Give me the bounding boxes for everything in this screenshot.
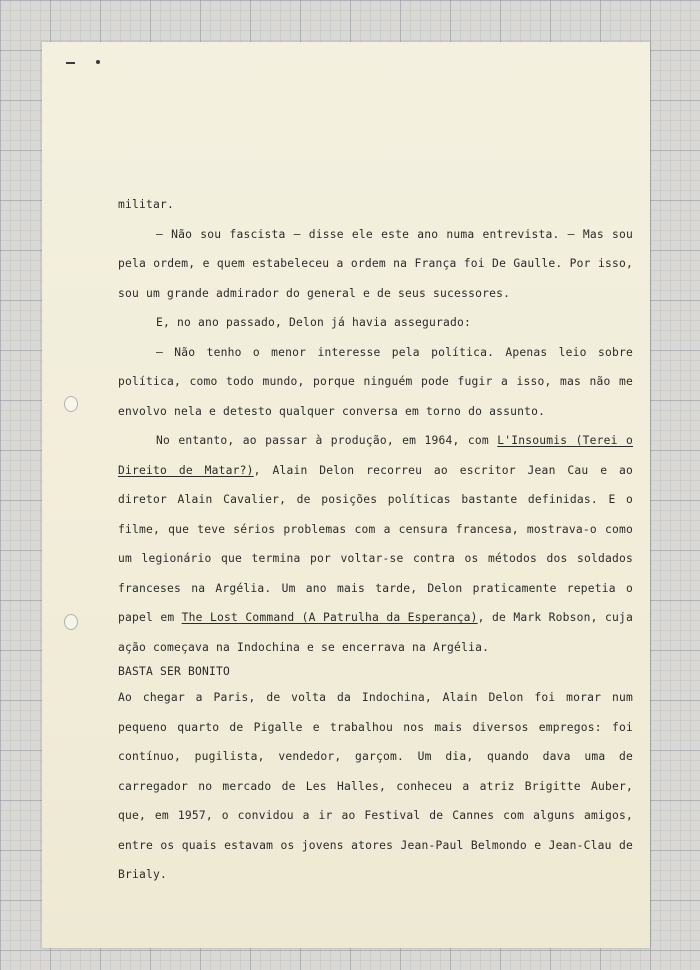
film-title-insoumis: L'Insoumis (Terei o Direito de Matar?) xyxy=(118,434,634,477)
text-run: militar. xyxy=(118,198,175,211)
corner-marks xyxy=(66,59,106,67)
text-run: Ao chegar a Paris, de volta da Indochina, Alain Delon foi morar num pequeno quarto de Pigalle e trabalhou nos mais diversos empregos: foi contínuo, pugilista, vendedor, garçom. Um dia, quando dava uma de car xyxy=(118,691,633,793)
text-run: regador no mercado de Les Halles, conheceu a atriz Brigitte Auber, que, em 1957, o convidou a ir ao Festival de Cannes com alguns amigos, entre os quais estavam os jovens atores Jean-Paul Belmondo e Jean-Clau de Brialy. xyxy=(118,779,633,881)
paragraph-quote-politica xyxy=(118,338,633,427)
text-run: E, no ano passado, Delon já havia assegurado: xyxy=(156,316,472,329)
text-run: , Alain Delon recorreu ao escritor Jean Cau e ao diretor Alain Cavalier, de posições políticas bastante definidas. E o filme, que teve sérios problemas com a censura francesa, mostrava-o como um legionário que termina por voltar-se contra os métodos dos soldados franceses na Argélia. Um ano mais tarde, Delon praticamente repetia o papel em xyxy=(118,463,634,624)
document-body xyxy=(118,190,633,890)
paragraph-quote-fascista xyxy=(118,220,633,309)
punch-hole-top xyxy=(64,396,78,412)
paragraph-producao xyxy=(118,426,633,662)
paragraph-paris xyxy=(118,683,633,890)
text-run: No entanto, ao passar à produção, em 1964, com xyxy=(156,434,498,447)
film-title-lost-command: The Lost Command (A Patrulha da Esperança) xyxy=(181,611,478,624)
text-run: — Não sou fascista — disse ele este ano numa entrevista. — Mas sou pela ordem, e quem estabeleceu a ordem na França foi De Gaulle. Por isso, sou um grande admirador do general e de seus sucessores. xyxy=(118,227,633,300)
paragraph-ano-passado xyxy=(118,308,633,338)
text-run: , de Mark Robson, cuja ação começava na Indochina e se encerrava na Argélia. xyxy=(118,611,633,654)
section-heading xyxy=(118,660,633,683)
typewritten-page xyxy=(42,42,650,948)
heading-text: BASTA SER BONITO xyxy=(118,665,231,678)
corner-dash xyxy=(66,62,75,64)
paragraph-militar xyxy=(118,190,633,220)
corner-dot xyxy=(96,60,100,64)
punch-hole-bottom xyxy=(64,614,78,630)
text-run: — Não tenho o menor interesse pela política. Apenas leio sobre política, como todo mundo, porque ninguém pode fugir a isso, mas não me envolvo nela e detesto qualquer conversa em torno do assunto. xyxy=(118,345,633,418)
